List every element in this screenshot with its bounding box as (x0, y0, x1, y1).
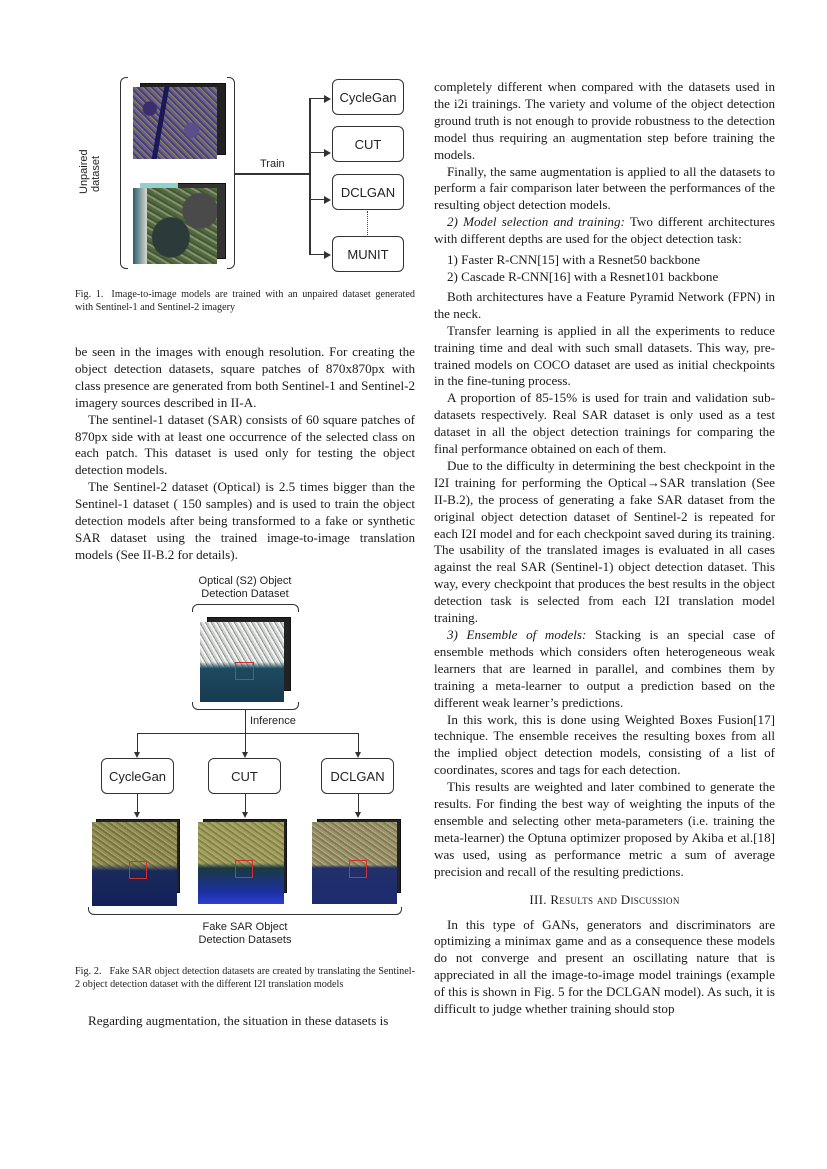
subsection-heading: 2) Model selection and training: (447, 214, 625, 230)
model-box-munit: MUNIT (332, 236, 404, 272)
model-box-cut: CUT (208, 758, 281, 794)
detection-bbox (349, 860, 367, 878)
left-column-text-bottom (75, 1013, 415, 1030)
model-box-cyclegan: CycleGan (332, 79, 404, 115)
right-brace (227, 77, 235, 269)
right-column-text (434, 79, 775, 1018)
paragraph: A proportion of 85-15% is used for train and validation sub-datasets respectively. Real SAR dataset is only used as a test dataset in all the object detection trainings for comparing the final performance obtained on each of them. (434, 390, 775, 457)
optical-dataset-label: Optical (S2) Object Detection Dataset (198, 575, 292, 600)
train-label: Train (260, 158, 285, 170)
bottom-wide-brace (88, 907, 402, 915)
paragraph: In this work, this is done using Weighted Boxes Fusion[17] technique. The ensemble receives the resulting boxes from all the implied object detection models, consisting of a list of coordinates, scores and tags for each detection. (434, 711, 775, 778)
section-heading: III. Results and Discussion (529, 891, 680, 907)
figure-2 (80, 572, 420, 952)
detection-bbox (129, 861, 147, 879)
paragraph: Regarding augmentation, the situation in these datasets is (88, 1013, 389, 1028)
figure-2-caption: Fig. 2. Fake SAR object detection datasets are created by translating the Sentinel-2 object detection dataset with the different I2I translation models (75, 966, 416, 990)
subsection-paragraph: 3) Ensemble of models: Stacking is an special case of ensemble methods which considers often heterogeneous weak learners that are learned in parallel, and combines them by training a meta-learner to output a prediction based on the different weak learner’s predictions. (434, 627, 775, 710)
paragraph: This results are weighted and later combined to generate the results. For finding the best way of weighting the inputs of the ensemble and selecting other meta-parameters (i.e. training the meta-learner) the Optuna optimizer proposed by Akiba et al.[18] was used, using as performance metric a sum of average precision and recall of the resulting predictions. (434, 779, 775, 879)
detection-bbox (235, 860, 253, 878)
top-brace (192, 604, 299, 612)
fake-sar-cyclegan-image (92, 822, 177, 906)
sentinel1-sar-image (133, 87, 217, 159)
model-box-cut: CUT (332, 126, 404, 162)
model-box-cyclegan: CycleGan (101, 758, 174, 794)
detection-bbox (235, 662, 254, 680)
fake-sar-dataset-label: Fake SAR Object Detection Datasets (198, 921, 292, 946)
paragraph: Finally, the same augmentation is applied to all the datasets to perform a fair comparison later between the performances of the resulting object detection models. (434, 163, 775, 213)
inference-label: Inference (250, 715, 296, 727)
figure-1-caption: Fig. 1. Image-to-image models are trained with an unpaired dataset generated with Sentinel-1 and Sentinel-2 imagery (75, 289, 415, 313)
paragraph: The sentinel-1 dataset (SAR) consists of 60 square patches of 870px side with at least one occurrence of the selected class on each patch. This dataset is used only for testing the object detection models. (75, 411, 415, 478)
left-column-text-top (75, 344, 415, 564)
list-item: 2) Cascade R-CNN[16] with a Resnet101 backbone (447, 268, 719, 284)
paragraph: Both architectures have a Feature Pyramid Network (FPN) in the neck. (434, 288, 775, 321)
fake-sar-dclgan-image (312, 822, 397, 904)
fake-sar-cut-image (198, 822, 284, 904)
bottom-brace (192, 702, 299, 710)
paragraph: Transfer learning is applied in all the experiments to reduce training time and deal with such small datasets. This way, pre-trained models on COCO dataset are used as initial checkpoints in the fine-tuning process. (434, 322, 775, 389)
paragraph: completely different when compared with the datasets used in the i2i trainings. The variety and volume of the object detection ground truth is not enough to provide robustness to the detection model thus requiring an augmentation step before training the models. (434, 79, 775, 162)
paragraph: The Sentinel-2 dataset (Optical) is 2.5 times bigger than the Sentinel-1 dataset ( 150 samples) and is used to train the object detection models after being transformed to a fake or synthetic SAR dataset using the trained image-to-image translation models (See II-B.2 for details). (75, 479, 415, 562)
list-item: 1) Faster R-CNN[15] with a Resnet50 backbone (447, 252, 701, 268)
subsection-heading: 3) Ensemble of models: (447, 627, 587, 642)
optical-s2-image (200, 622, 284, 702)
paragraph: Due to the difficulty in determining the best checkpoint in the I2I training for performing the Optical→SAR translation (See II-B.2), the process of generating a fake SAR dataset from the original object detection dataset of Sentinel-2 is repeated for each I2I model and for each checkpoint saved during its training. The usability of the translated images is evaluated in all cases against the real SAR (Sentinel-1) object detection dataset. This way, every checkpoint that produces the best results in the object detection task is selected from each I2I translation model training. (434, 457, 775, 626)
subsection-paragraph: 2) Model selection and training: Two different architectures with different depths are used for the object detection task: (434, 214, 776, 247)
unpaired-dataset-label: Unpaired dataset (78, 149, 102, 194)
left-brace (120, 77, 128, 269)
paragraph: be seen in the images with enough resolution. For creating the object detection datasets, square patches of 870x870px with class presence are generated from both Sentinel-1 and Sentinel-2 imagery sources described in II-A. (75, 344, 415, 410)
ellipsis-dots (367, 211, 368, 237)
figure-1 (80, 74, 420, 274)
architecture-list (434, 252, 775, 286)
model-box-dclgan: DCLGAN (332, 174, 404, 210)
model-box-dclgan: DCLGAN (321, 758, 394, 794)
sentinel2-optical-image (133, 188, 217, 264)
paragraph: In this type of GANs, generators and discriminators are optimizing a minimax game and as a consequence these models do not converge and present an oscillating nature that is appreciated in all the image-to-image model trainings (example of this is shown in Fig. 5 for the DCLGAN model). As such, it is difficult to judge whether training should stop (434, 916, 775, 1017)
